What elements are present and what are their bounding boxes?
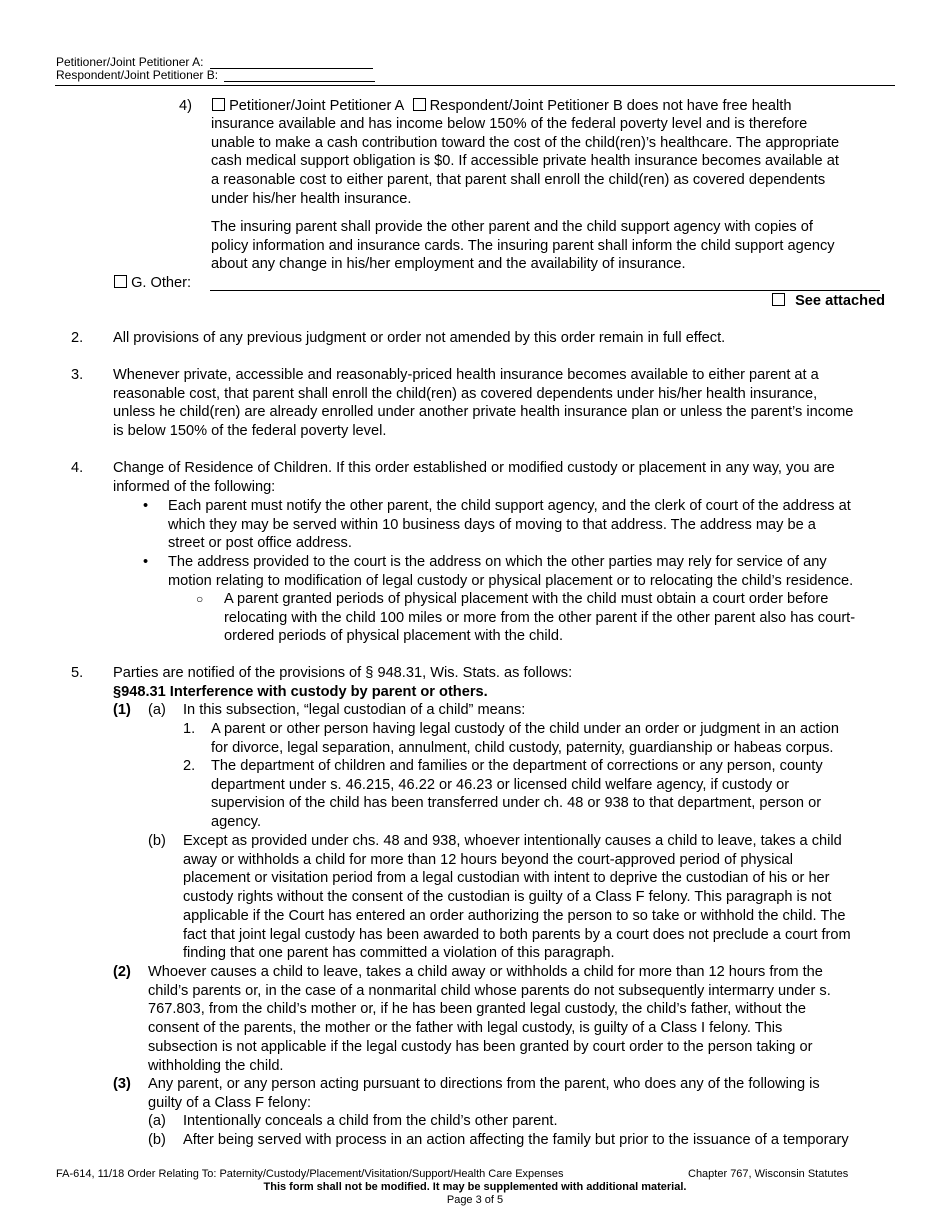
para4-number: 4. xyxy=(71,460,84,476)
subsection2-label: (2) xyxy=(113,964,131,980)
clause-b-line: placement or visitation period from a legal custodian with intent to deprive the custodian of his or her xyxy=(183,870,830,887)
other-checkbox[interactable] xyxy=(114,275,127,288)
item2-line: agency. xyxy=(211,814,262,831)
subsection3-text xyxy=(148,1075,820,1112)
subsection3-label: (3) xyxy=(113,1076,131,1092)
respondent-label: Respondent/Joint Petitioner B: xyxy=(56,68,219,82)
statute-heading xyxy=(113,683,488,702)
insuring-line: about any change in his/her employment and the availability of insurance. xyxy=(211,256,686,273)
para2-text: All provisions of any previous judgment or order not amended by this order remain in full effect. xyxy=(113,330,726,346)
para4-line: informed of the following: xyxy=(113,478,276,495)
subsection2-line: consent of the parents, the mother or the father with legal custody, is guilty of a Class I felony. This xyxy=(148,1020,783,1037)
clause-b-line: Except as provided under chs. 48 and 938, whoever intentionally causes a child to leave, takes a child xyxy=(183,833,842,849)
para4-bullet2 xyxy=(168,553,853,590)
bullet1-line: street or post office address. xyxy=(168,535,352,552)
item4-line: a reasonable cost to either parent, that parent shall enroll the child(ren) as covered dependents xyxy=(211,172,826,189)
clause-b-line: applicable if the Court has entered an order authorizing the person to so take or withhold the child. The xyxy=(183,907,846,924)
para5-number: 5. xyxy=(71,665,84,681)
item4-line: insurance available and has income below 150% of the federal poverty level and is therefore xyxy=(211,116,808,132)
bullet2-line: motion relating to modification of legal custody or physical placement or to relocating the child’s residence. xyxy=(168,572,854,589)
s3-clause-b-label: (b) xyxy=(148,1132,166,1148)
subsection2-text xyxy=(148,963,831,1075)
respondent-name-field[interactable] xyxy=(224,69,375,82)
para3-line: unless he child(ren) are already enrolled under another private health insurance plan or unless the parent’s income xyxy=(113,404,854,421)
para3-text xyxy=(113,366,853,441)
item1-line: for divorce, legal separation, annulment, child custody, paternity, guardianship or habeas corpus. xyxy=(211,739,834,756)
insuring-parent-text xyxy=(211,218,835,274)
subsection1-number xyxy=(113,701,131,720)
see-attached-checkbox[interactable] xyxy=(772,293,785,306)
subsection2-line: Whoever causes a child to leave, takes a child away or withholds a child for more than 12 hours from the xyxy=(148,964,823,980)
petitioner-a-checkbox[interactable] xyxy=(212,98,225,111)
item4-first-line xyxy=(212,97,791,116)
header-rule xyxy=(55,85,895,86)
footer-form-id: FA-614, 11/18 Order Relating To: Paternity/Custody/Placement/Visitation/Support/Health Care Expenses xyxy=(56,1168,564,1180)
clause-b-text xyxy=(183,832,851,963)
para4-sub-bullet xyxy=(224,590,855,646)
page-number: Page 3 of 5 xyxy=(446,1194,504,1206)
item2-text xyxy=(211,757,823,832)
para3-line: reasonable cost, that parent shall enroll the child(ren) as covered dependents under his/her health insurance, xyxy=(113,385,818,402)
other-label: G. Other: xyxy=(131,275,192,291)
respondent-b-checkbox[interactable] xyxy=(413,98,426,111)
item4-line: under his/her health insurance. xyxy=(211,190,412,207)
clause-b-line: custody rights without the consent of the custodian is guilty of a Class F felony. This paragraph is not xyxy=(183,889,832,906)
sub-line: ordered periods of physical placement with the child. xyxy=(224,628,564,645)
item4-line: cash medical support obligation is $0. If accessible private health insurance becomes available at xyxy=(211,153,839,170)
para4-line: Change of Residence of Children. If this order established or modified custody or placement in any way, you are xyxy=(113,460,835,476)
item4-number: 4) xyxy=(179,98,192,114)
footer-chapter: Chapter 767, Wisconsin Statutes xyxy=(688,1168,849,1180)
para5-intro: Parties are notified of the provisions of § 948.31, Wis. Stats. as follows: xyxy=(113,665,573,681)
insuring-line: policy information and insurance cards. The insuring parent shall inform the child support agency xyxy=(211,237,835,254)
para2-number: 2. xyxy=(71,330,84,346)
bullet2-line: The address provided to the court is the address on which the other parties may rely for service of any xyxy=(168,554,827,570)
bullet1-line: Each parent must notify the other parent, the child support agency, and the clerk of court of the address at xyxy=(168,498,851,514)
subsection2-number xyxy=(113,963,131,982)
respondent-header xyxy=(56,69,375,82)
s3-clause-b-text: After being served with process in an action affecting the family but prior to the issuance of a temporary xyxy=(183,1132,849,1148)
bullet1-line: which they may be served within 10 business days of moving to that address. The address may be a xyxy=(168,516,816,533)
respondent-b-option-label: Respondent/Joint Petitioner B does not have free health xyxy=(429,98,792,114)
para3-line: is below 150% of the federal poverty level. xyxy=(113,423,387,440)
clause-b-line: fact that joint legal custody has been awarded to both parents by a court does not preclude a court from xyxy=(183,926,851,943)
clause-b-line: away or withholds a child for more than 12 hours beyond the court-approved period of physical xyxy=(183,851,794,868)
item1-number: 1. xyxy=(183,721,196,737)
item1-line: A parent or other person having legal custody of the child under an order or judgment in an action xyxy=(211,721,839,737)
insuring-line: The insuring parent shall provide the other parent and the child support agency with copies of xyxy=(211,219,813,235)
para4-bullet1 xyxy=(168,497,851,553)
item2-number: 2. xyxy=(183,758,196,774)
footer-notice: This form shall not be modified. It may be supplemented with additional material. xyxy=(263,1181,687,1193)
subsection2-line: 767.803, from the child’s mother or, if he has been granted legal custody, the child’s father, without the xyxy=(148,1001,806,1018)
see-attached-row xyxy=(772,292,885,311)
subsection2-line: withholding the child. xyxy=(148,1057,284,1074)
item4-text xyxy=(211,115,839,209)
subsection3-line: Any parent, or any person acting pursuant to directions from the parent, who does any of the following is xyxy=(148,1076,820,1092)
sub-bullet-icon: ○ xyxy=(196,592,204,606)
para3-line: Whenever private, accessible and reasonably-priced health insurance becomes available to either parent at a xyxy=(113,367,819,383)
bullet-icon: • xyxy=(143,498,149,514)
item2-line: supervision of the child has been transferred under ch. 48 or 938 to that department, person or xyxy=(211,795,822,812)
clause-a-label: (a) xyxy=(148,702,166,718)
item2-line: department under s. 46.215, 46.22 or 46.23 or licensed child welfare agency, if custody or xyxy=(211,776,790,793)
subsection2-line: child’s parents or, in the case of a nonmarital child whose parents do not subsequently intermarry under s. xyxy=(148,982,831,999)
see-attached-label: See attached xyxy=(795,293,886,309)
para3-number: 3. xyxy=(71,367,84,383)
subsection2-line: subsection is not applicable if the legal custody has been granted by court order to the person taking or xyxy=(148,1038,813,1055)
subsection3-number xyxy=(113,1075,131,1094)
petitioner-name-field[interactable] xyxy=(210,56,373,69)
clause-b-label: (b) xyxy=(148,833,166,849)
item2-line: The department of children and families or the department of corrections or any person, county xyxy=(211,758,823,774)
petitioner-label: Petitioner/Joint Petitioner A: xyxy=(56,55,204,69)
item4-line: unable to make a cash contribution toward the cost of the child(ren)’s healthcare. The appropriate xyxy=(211,134,840,151)
bullet-icon: • xyxy=(143,554,149,570)
petitioner-a-option-label: Petitioner/Joint Petitioner A xyxy=(229,98,404,114)
clause-b-line: finding that one parent has committed a violation of this paragraph. xyxy=(183,945,615,962)
sub-line: relocating with the child 100 miles or more from the other parent if the other parent also has court- xyxy=(224,609,856,626)
sub-line: A parent granted periods of physical placement with the child must obtain a court order before xyxy=(224,591,829,607)
statute-heading-text: §948.31 Interference with custody by parent or others. xyxy=(113,684,488,700)
s3-clause-a-text: Intentionally conceals a child from the child’s other parent. xyxy=(183,1113,558,1129)
item1-text xyxy=(211,720,839,757)
para4-intro xyxy=(113,459,835,496)
subsection3-line: guilty of a Class F felony: xyxy=(148,1094,312,1111)
subsection1-label: (1) xyxy=(113,702,131,718)
clause-a-text: In this subsection, “legal custodian of a child” means: xyxy=(183,702,526,718)
other-row xyxy=(114,274,191,293)
s3-clause-a-label: (a) xyxy=(148,1113,166,1129)
other-input-line[interactable] xyxy=(210,290,880,291)
